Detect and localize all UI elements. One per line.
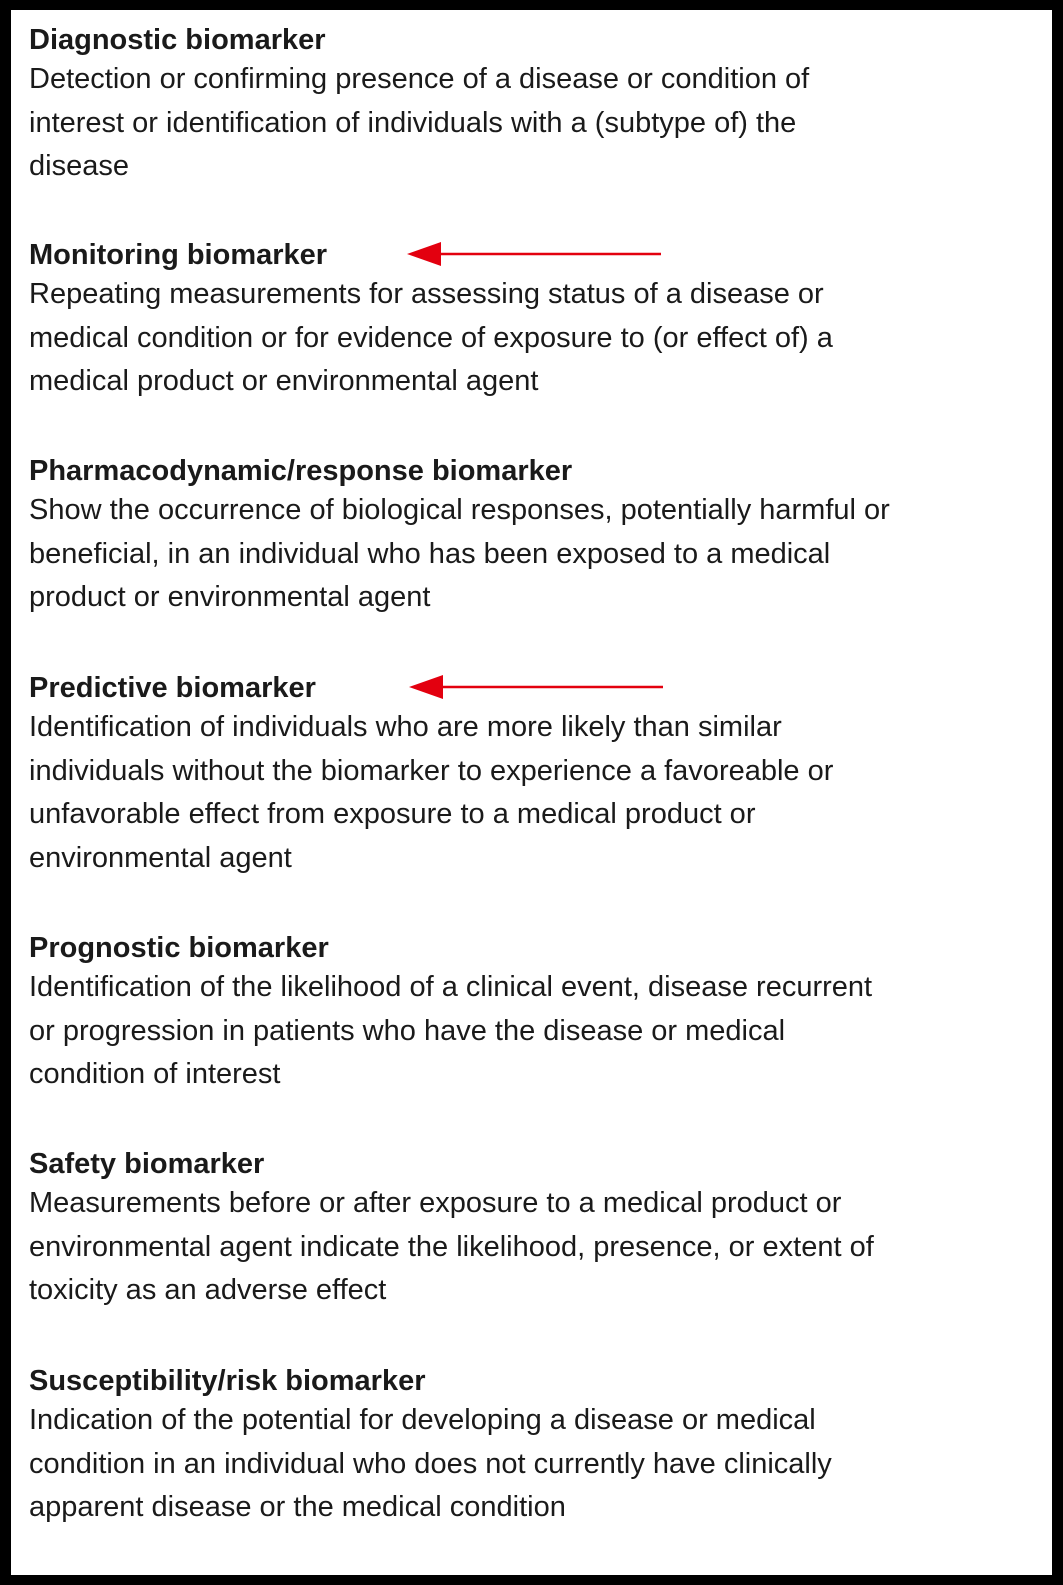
entry-description-line: individuals without the biomarker to experience a favoreable or (29, 754, 834, 787)
entry-description-line: disease (29, 150, 129, 182)
entry-description-line: Detection or confirming presence of a disease or condition of (29, 63, 810, 95)
entry-description-line: unfavorable effect from exposure to a medical product or (29, 798, 756, 830)
entry-description-line: interest or identification of individuals with a (subtype of) the (29, 106, 797, 139)
entry-description-line: or progression in patients who have the disease or medical (29, 1014, 786, 1047)
entry-susceptibility (29, 1363, 1039, 1530)
entry-description-line: apparent disease or the medical condition (29, 1491, 566, 1523)
entry-pharmacodynamic (29, 453, 1039, 620)
entry-description-line: condition of interest (29, 1058, 281, 1090)
entry-description-line: toxicity as an adverse effect (29, 1274, 387, 1306)
entry-title: Pharmacodynamic/response biomarker (29, 455, 573, 487)
entry-title: Predictive biomarker (29, 672, 316, 704)
entry-description-line: environmental agent indicate the likelihood, presence, or extent of (29, 1230, 874, 1263)
entry-title: Susceptibility/risk biomarker (29, 1365, 426, 1397)
entry-description-line: condition in an individual who does not currently have clinically (29, 1447, 832, 1480)
entry-description-line: Indication of the potential for developing a disease or medical (29, 1404, 816, 1436)
entry-title: Diagnostic biomarker (29, 24, 326, 56)
entry-description-line: environmental agent (29, 841, 292, 874)
entry-description-line: Show the occurrence of biological responses, potentially harmful or (29, 494, 890, 526)
entry-safety (29, 1146, 1039, 1313)
entry-description-line: medical condition or for evidence of exposure to (or effect of) a (29, 321, 833, 354)
red-arrow-left-icon (407, 240, 677, 270)
entry-title: Safety biomarker (29, 1148, 265, 1180)
entry-prognostic (29, 930, 1039, 1097)
entry-description-line: medical product or environmental agent (29, 365, 539, 397)
entry-title: Prognostic biomarker (29, 932, 329, 964)
entry-description-line: beneficial, in an individual who has been exposed to a medical (29, 537, 831, 570)
entry-description-line: Repeating measurements for assessing status of a disease or (29, 278, 824, 310)
document-panel (11, 10, 1052, 1575)
entry-description-line: product or environmental agent (29, 581, 431, 613)
entry-description-line: Identification of the likelihood of a clinical event, disease recurrent (29, 971, 873, 1003)
entry-description-line: Measurements before or after exposure to a medical product or (29, 1187, 842, 1219)
entry-diagnostic (29, 22, 1039, 189)
red-arrow-left-icon (409, 673, 679, 703)
entry-title: Monitoring biomarker (29, 239, 328, 271)
entry-description-line: Identification of individuals who are more likely than similar (29, 711, 782, 743)
